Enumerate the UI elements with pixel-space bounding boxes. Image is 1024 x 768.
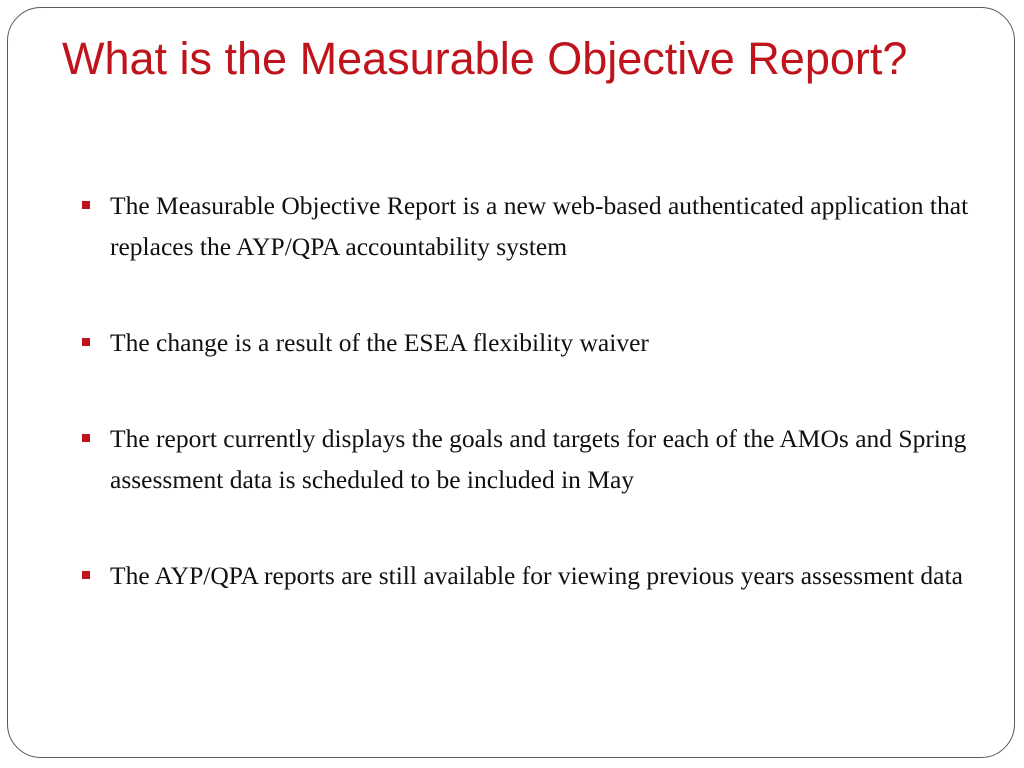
bullet-text: The Measurable Objective Report is a new web-based authenticated application that replaces the AYP/QPA accountability system: [110, 191, 969, 261]
bullet-text: The report currently displays the goals and targets for each of the AMOs and Spring assessment data is scheduled to be included in May: [110, 424, 967, 494]
square-bullet-icon: [82, 434, 90, 442]
slide-title: What is the Measurable Objective Report?: [62, 33, 908, 84]
square-bullet-icon: [82, 571, 90, 579]
bullet-item: [78, 322, 978, 363]
bullet-item: [78, 555, 978, 596]
square-bullet-icon: [82, 338, 90, 346]
bullet-list: [78, 185, 978, 651]
bullet-item: [78, 185, 978, 267]
bullet-item: [78, 418, 978, 500]
bullet-text: The AYP/QPA reports are still available for viewing previous years assessment data: [110, 561, 963, 590]
square-bullet-icon: [82, 201, 90, 209]
bullet-text: The change is a result of the ESEA flexibility waiver: [110, 328, 649, 357]
